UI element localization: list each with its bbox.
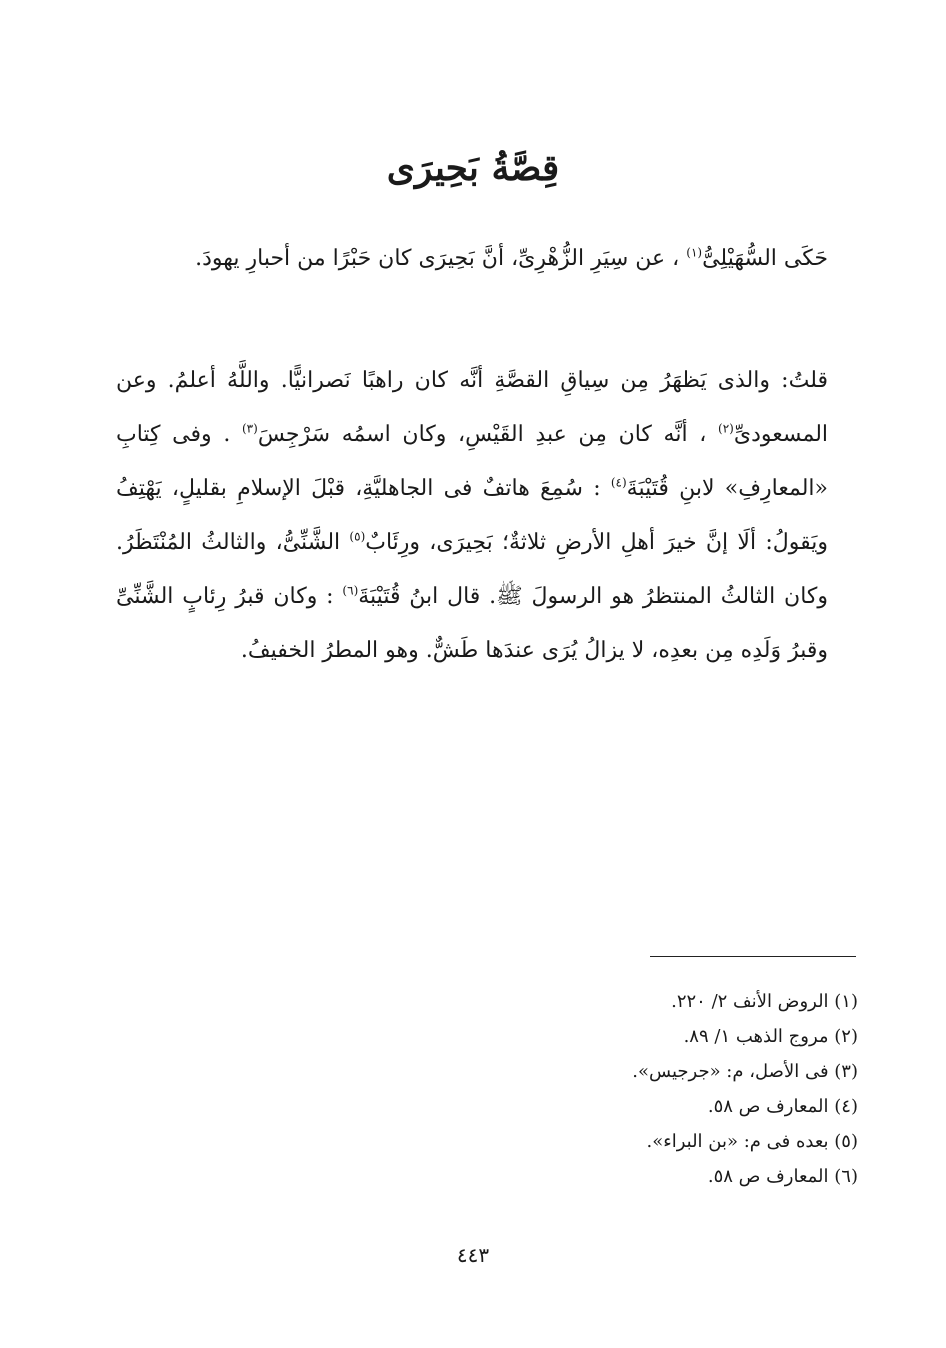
footnote-item: (١) الروض الأنف ٢/ ٢٢٠. (671, 991, 858, 1012)
paragraph-2-text-c: . وفى كِتابِ «المعارِفِ» لابنِ قُتَيْبَةَ (116, 422, 828, 501)
paragraph-2-text-a: قلتُ: والذى يَظهَرُ مِن سِياقِ القصَّةِ أنَّه كان راهبًا نَصرانيًّا. واللَّهُ أعلمُ. وعن المسعودىِّ (116, 368, 829, 447)
footnote-item: (٣) فى الأصل، م: «جرجيس». (632, 1061, 858, 1082)
paragraph-2-text-b: ، أنَّه كان مِن عبدِ القَيْسِ، وكان اسمُه سَرْجِسَ (257, 422, 707, 447)
footnote-ref-6: (٦) (342, 583, 359, 598)
footnote-item: (٢) مروج الذهب ١/ ٨٩. (683, 1026, 858, 1047)
footnote-ref-3: (٣) (241, 421, 258, 436)
page-number: ٤٤٣ (456, 1243, 490, 1267)
paragraph-1 (116, 232, 828, 286)
chapter-title: قِصَّةُ بَحِيرَى (386, 147, 560, 189)
footnote-item: (٤) المعارف ص ٥٨. (707, 1096, 858, 1117)
footnote-ref-5: (٥) (349, 529, 366, 544)
footnote-ref-2: (٢) (718, 421, 734, 436)
paragraph-2-text-f: : وكان قبرُ رِئابٍ الشَّنِّىِّ وقبرُ وَلَدِه مِن بعدِه، لا يزالُ يُرَى عندَها طَشٌّ. وهو المطرُ الخفيفُ. (116, 584, 828, 663)
footnote-item: (٦) المعارف ص ٥٨. (707, 1166, 858, 1187)
paragraph-1-text-b: ، عن سِيَرِ الزُّهْرِىِّ، أنَّ بَحِيرَى كان حَبْرًا من أحبارِ يهودَ. (195, 246, 680, 271)
footnotes-list (358, 984, 858, 1194)
footnote-ref-1: (١) (686, 245, 703, 260)
paragraph-2-text-e: الشَّنِّىُّ، والثالثُ المُنْتَظَرُ. وكان الثالثُ المنتظرُ هو الرسولَ ﷺ. قال ابنُ قُتَيْبَةَ (116, 530, 829, 609)
footnote-item: (٥) بعده فى م: «بن البراء». (646, 1131, 858, 1152)
paragraph-2 (116, 354, 828, 678)
paragraph-1-text-a: حَكَى السُّهَيْلِىُّ (702, 246, 828, 271)
paragraph-2-text-d: : سُمِعَ هاتفٌ فى الجاهليَّةِ، قبْلَ الإسلامِ بقليلٍ، يَهْتِفُ ويَقولُ: ألَا إنَّ خيرَ أهلِ الأرضِ ثلاثةٌ؛ بَحِيرَى، ورِئَابٌ (116, 476, 828, 555)
footnote-ref-4: (٤) (610, 475, 627, 490)
footnote-divider (650, 956, 856, 957)
